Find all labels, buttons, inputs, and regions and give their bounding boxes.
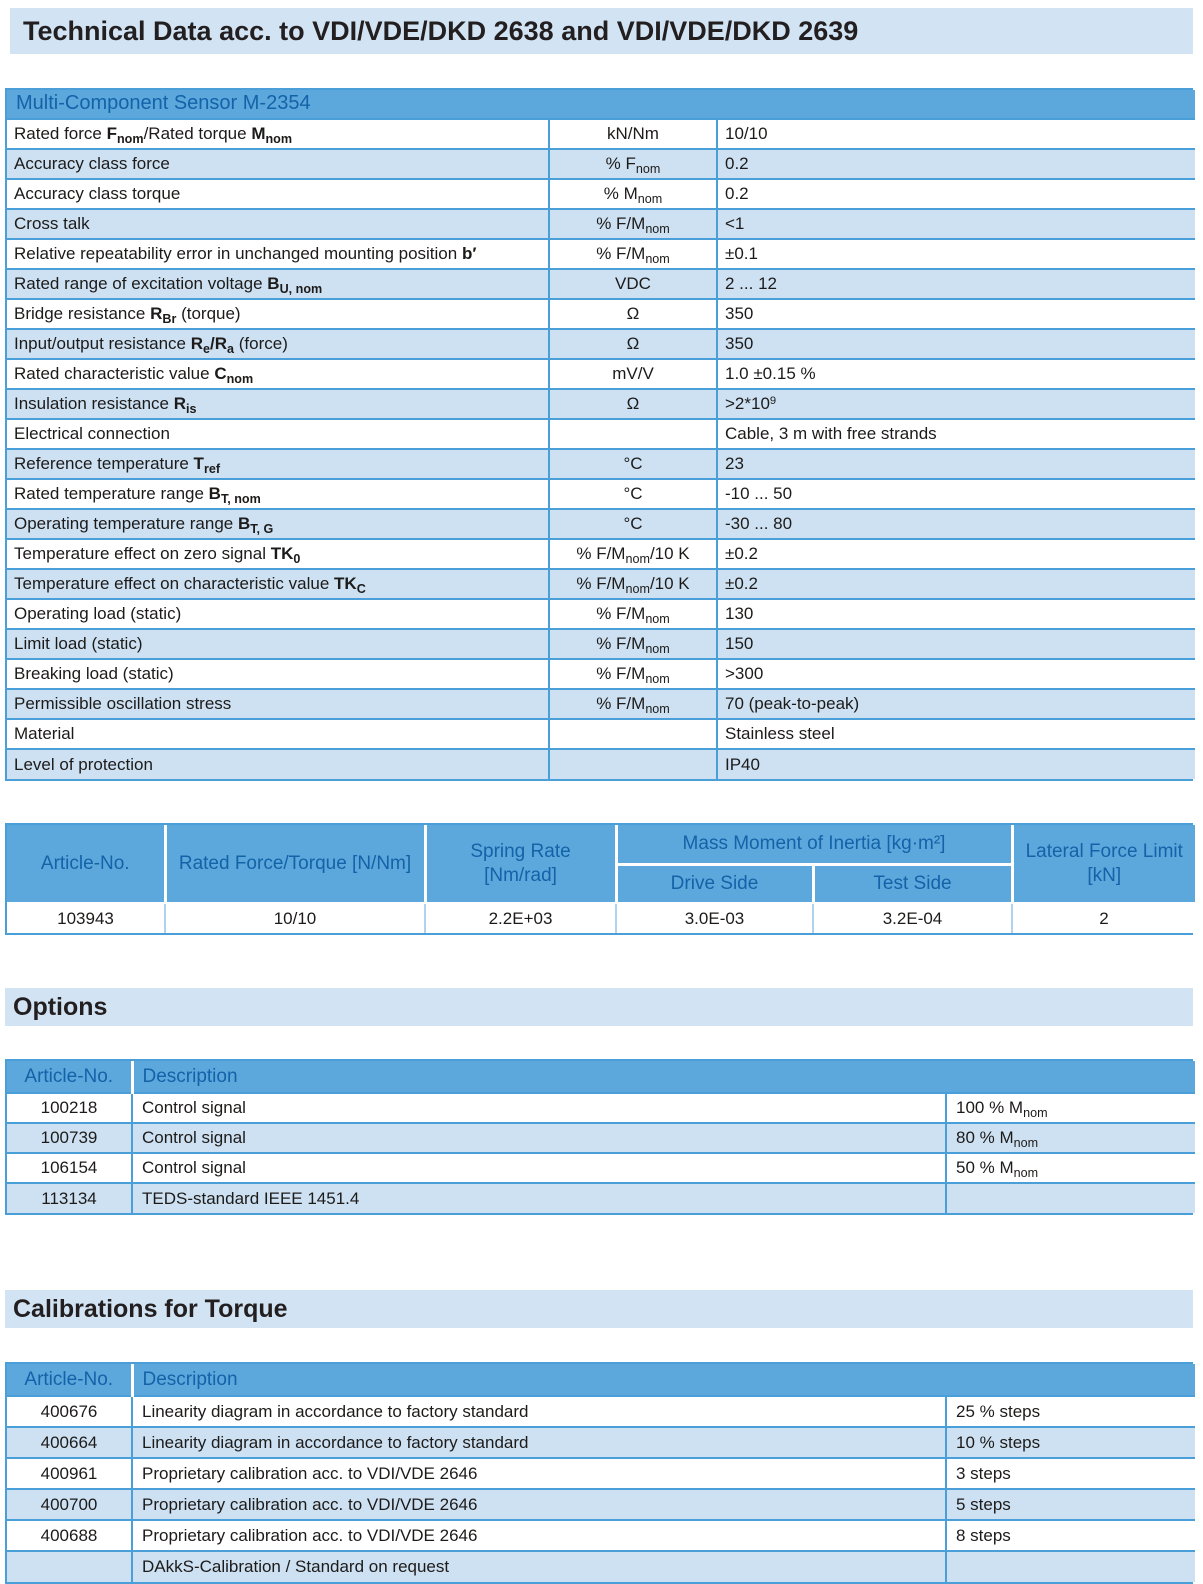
calibration-row-article-no: 400700 bbox=[7, 1489, 132, 1520]
spec-unit-cell: % $F/M_{nom}/10$ K bbox=[549, 539, 717, 569]
options-row-detail: 100 % $M_{nom}$ bbox=[946, 1093, 1195, 1123]
spec-param-cell: Reference temperature $T_{ref}$ bbox=[7, 449, 549, 479]
options-row-detail bbox=[946, 1183, 1195, 1213]
col-drive-side: Drive Side bbox=[616, 864, 813, 903]
spec-unit-cell bbox=[549, 749, 717, 779]
spec-value-cell: 130 bbox=[717, 599, 1195, 629]
spec-row bbox=[7, 419, 1195, 449]
options-col-description: Description bbox=[132, 1061, 1195, 1093]
article-table-head bbox=[7, 825, 1195, 903]
spec-unit-cell: % $M_{nom}$ bbox=[549, 179, 717, 209]
spec-value-cell: 0.2 bbox=[717, 179, 1195, 209]
spec-unit-cell: Ω bbox=[549, 329, 717, 359]
options-header-row bbox=[7, 1061, 1195, 1093]
calibration-row bbox=[7, 1427, 1195, 1458]
spec-param-cell: Temperature effect on characteristic value $TK_C$ bbox=[7, 569, 549, 599]
spec-value-cell: 10/10 bbox=[717, 119, 1195, 149]
col-mass-moment-group: Mass Moment of Inertia [kg·m²] bbox=[616, 825, 1012, 864]
spec-value-cell: $>2*10^9$ bbox=[717, 389, 1195, 419]
calibrations-table-body bbox=[7, 1396, 1195, 1582]
options-table-wrap bbox=[5, 1059, 1193, 1215]
calibrations-header-row bbox=[7, 1364, 1195, 1396]
spec-table-body bbox=[7, 119, 1195, 779]
spec-row bbox=[7, 629, 1195, 659]
calibration-row-description: Proprietary calibration acc. to VDI/VDE 2646 bbox=[132, 1489, 946, 1520]
calibrations-col-article-no: Article-No. bbox=[7, 1364, 132, 1396]
spec-param-cell: Operating temperature range $B_{T, G}$ bbox=[7, 509, 549, 539]
spec-unit-cell: Ω bbox=[549, 389, 717, 419]
spec-unit-cell bbox=[549, 419, 717, 449]
spec-param-cell: Insulation resistance $R_{is}$ bbox=[7, 389, 549, 419]
spec-unit-cell: °C bbox=[549, 479, 717, 509]
spec-param-cell: Breaking load (static) bbox=[7, 659, 549, 689]
spec-row bbox=[7, 359, 1195, 389]
spec-unit-cell: VDC bbox=[549, 269, 717, 299]
spec-table-wrap bbox=[5, 88, 1193, 781]
spec-value-cell: <1 bbox=[717, 209, 1195, 239]
spec-param-cell: Permissible oscillation stress bbox=[7, 689, 549, 719]
spec-value-cell: 70 (peak-to-peak) bbox=[717, 689, 1195, 719]
spec-row bbox=[7, 329, 1195, 359]
spec-unit-cell: % $F/M_{nom}$ bbox=[549, 599, 717, 629]
article-row bbox=[7, 903, 1195, 933]
calibration-row bbox=[7, 1520, 1195, 1551]
calibration-row-description: Linearity diagram in accordance to factory standard bbox=[132, 1396, 946, 1427]
article-header-row-1 bbox=[7, 825, 1195, 864]
spec-unit-cell: % $F_{nom}$ bbox=[549, 149, 717, 179]
spring-rate-cell: 2.2E+03 bbox=[425, 903, 616, 933]
spec-param-cell: Operating load (static) bbox=[7, 599, 549, 629]
options-heading: Options bbox=[13, 992, 108, 1021]
calibrations-heading-band bbox=[5, 1290, 1193, 1328]
spec-unit-cell: % $F/M_{nom}$ bbox=[549, 659, 717, 689]
options-row bbox=[7, 1123, 1195, 1153]
spec-value-cell: 150 bbox=[717, 629, 1195, 659]
col-rated-force-torque: Rated Force/Torque [N/Nm] bbox=[165, 825, 425, 903]
col-article-no: Article-No. bbox=[7, 825, 165, 903]
spec-row bbox=[7, 119, 1195, 149]
spec-table-head bbox=[7, 90, 1195, 119]
spec-value-cell: ±0.2 bbox=[717, 539, 1195, 569]
spec-param-cell: Material bbox=[7, 719, 549, 749]
page-title-band bbox=[10, 8, 1193, 54]
options-row-article-no: 113134 bbox=[7, 1183, 132, 1213]
spec-row bbox=[7, 719, 1195, 749]
calibrations-table-wrap bbox=[5, 1362, 1193, 1584]
options-row-article-no: 100739 bbox=[7, 1123, 132, 1153]
spec-unit-cell: mV/V bbox=[549, 359, 717, 389]
options-row-article-no: 106154 bbox=[7, 1153, 132, 1183]
spec-value-cell: -30 ... 80 bbox=[717, 509, 1195, 539]
spec-row bbox=[7, 179, 1195, 209]
spec-param-cell: Bridge resistance $R_{Br}$ (torque) bbox=[7, 299, 549, 329]
options-row-article-no: 100218 bbox=[7, 1093, 132, 1123]
calibration-row bbox=[7, 1489, 1195, 1520]
calibrations-table-head bbox=[7, 1364, 1195, 1396]
calibration-row-article-no: 400961 bbox=[7, 1458, 132, 1489]
calibration-row bbox=[7, 1551, 1195, 1582]
spec-row bbox=[7, 539, 1195, 569]
spec-table bbox=[7, 90, 1195, 779]
spec-row bbox=[7, 749, 1195, 779]
spec-row bbox=[7, 149, 1195, 179]
spec-unit-cell: % $F/M_{nom}$ bbox=[549, 689, 717, 719]
options-row bbox=[7, 1183, 1195, 1213]
spec-value-cell: >300 bbox=[717, 659, 1195, 689]
spec-unit-cell: °C bbox=[549, 509, 717, 539]
article-table bbox=[7, 825, 1195, 933]
lateral-limit-cell: 2 bbox=[1012, 903, 1195, 933]
rated-force-torque-cell: 10/10 bbox=[165, 903, 425, 933]
spec-value-cell: 0.2 bbox=[717, 149, 1195, 179]
spec-row bbox=[7, 599, 1195, 629]
spec-value-cell: 350 bbox=[717, 299, 1195, 329]
spec-table-title: Multi-Component Sensor M-2354 bbox=[7, 90, 1195, 119]
calibration-row-article-no: 400664 bbox=[7, 1427, 132, 1458]
spec-unit-cell: % $F/M_{nom}$ bbox=[549, 629, 717, 659]
article-table-body bbox=[7, 903, 1195, 933]
calibration-row bbox=[7, 1458, 1195, 1489]
spec-value-cell: Cable, 3 m with free strands bbox=[717, 419, 1195, 449]
options-row-description: Control signal bbox=[132, 1123, 946, 1153]
spec-param-cell: Rated characteristic value $C_{nom}$ bbox=[7, 359, 549, 389]
spec-row bbox=[7, 509, 1195, 539]
options-heading-band bbox=[5, 988, 1193, 1026]
spec-param-cell: Rated temperature range $B_{T, nom}$ bbox=[7, 479, 549, 509]
spec-row bbox=[7, 269, 1195, 299]
col-test-side: Test Side bbox=[813, 864, 1012, 903]
spec-value-cell: 23 bbox=[717, 449, 1195, 479]
calibration-row-description: Linearity diagram in accordance to factory standard bbox=[132, 1427, 946, 1458]
calibration-row-detail: 5 steps bbox=[946, 1489, 1195, 1520]
calibration-row-detail: 10 % steps bbox=[946, 1427, 1195, 1458]
col-spring-rate: Spring Rate [Nm/rad] bbox=[425, 825, 616, 903]
spec-param-cell: Input/output resistance $R_e/R_a$ (force) bbox=[7, 329, 549, 359]
calibration-row-detail: 8 steps bbox=[946, 1520, 1195, 1551]
options-row-description: Control signal bbox=[132, 1093, 946, 1123]
spec-param-cell: Cross talk bbox=[7, 209, 549, 239]
spec-row bbox=[7, 389, 1195, 419]
options-row bbox=[7, 1093, 1195, 1123]
spec-param-cell: Relative repeatability error in unchanged mounting position b′ bbox=[7, 239, 549, 269]
spec-unit-cell: % $F/M_{nom}$ bbox=[549, 239, 717, 269]
spec-unit-cell: % $F/M_{nom}$ bbox=[549, 209, 717, 239]
calibrations-table bbox=[7, 1364, 1195, 1582]
spec-unit-cell bbox=[549, 719, 717, 749]
calibration-row-detail: 25 % steps bbox=[946, 1396, 1195, 1427]
spec-unit-cell: % $F/M_{nom}/10$ K bbox=[549, 569, 717, 599]
spec-row bbox=[7, 299, 1195, 329]
calibrations-col-description: Description bbox=[132, 1364, 1195, 1396]
spec-value-cell: ±0.2 bbox=[717, 569, 1195, 599]
spec-row bbox=[7, 449, 1195, 479]
spec-title-row bbox=[7, 90, 1195, 119]
spec-row bbox=[7, 659, 1195, 689]
options-row-detail: 80 % $M_{nom}$ bbox=[946, 1123, 1195, 1153]
calibration-row-detail: 3 steps bbox=[946, 1458, 1195, 1489]
options-table-body bbox=[7, 1093, 1195, 1213]
spec-param-cell: Rated range of excitation voltage $B_{U, nom}$ bbox=[7, 269, 549, 299]
options-row-description: Control signal bbox=[132, 1153, 946, 1183]
spec-param-cell: Temperature effect on zero signal $TK_0$ bbox=[7, 539, 549, 569]
options-table-head bbox=[7, 1061, 1195, 1093]
calibration-row-detail bbox=[946, 1551, 1195, 1582]
calibration-row-description: DAkkS-Calibration / Standard on request bbox=[132, 1551, 946, 1582]
spec-value-cell: -10 ... 50 bbox=[717, 479, 1195, 509]
options-table bbox=[7, 1061, 1195, 1213]
spec-value-cell: 2 ... 12 bbox=[717, 269, 1195, 299]
spec-param-cell: Accuracy class force bbox=[7, 149, 549, 179]
calibration-row-description: Proprietary calibration acc. to VDI/VDE 2646 bbox=[132, 1520, 946, 1551]
spec-value-cell: ±0.1 bbox=[717, 239, 1195, 269]
options-row-detail: 50 % $M_{nom}$ bbox=[946, 1153, 1195, 1183]
spec-row bbox=[7, 239, 1195, 269]
spec-value-cell: Stainless steel bbox=[717, 719, 1195, 749]
options-row-description: TEDS-standard IEEE 1451.4 bbox=[132, 1183, 946, 1213]
inertia-drive-cell: 3.0E-03 bbox=[616, 903, 813, 933]
spec-value-cell: IP40 bbox=[717, 749, 1195, 779]
inertia-test-cell: 3.2E-04 bbox=[813, 903, 1012, 933]
spec-row bbox=[7, 209, 1195, 239]
spec-param-cell: Limit load (static) bbox=[7, 629, 549, 659]
calibration-row-article-no: 400676 bbox=[7, 1396, 132, 1427]
spec-row bbox=[7, 479, 1195, 509]
options-row bbox=[7, 1153, 1195, 1183]
col-lateral-force-limit: Lateral Force Limit [kN] bbox=[1012, 825, 1195, 903]
spec-unit-cell: Ω bbox=[549, 299, 717, 329]
calibration-row-description: Proprietary calibration acc. to VDI/VDE 2646 bbox=[132, 1458, 946, 1489]
spec-row bbox=[7, 569, 1195, 599]
article-table-wrap bbox=[5, 823, 1193, 935]
spec-value-cell: 1.0 ±0.15 % bbox=[717, 359, 1195, 389]
options-col-article-no: Article-No. bbox=[7, 1061, 132, 1093]
spec-param-cell: Electrical connection bbox=[7, 419, 549, 449]
calibration-row bbox=[7, 1396, 1195, 1427]
spec-value-cell: 350 bbox=[717, 329, 1195, 359]
spec-param-cell: Accuracy class torque bbox=[7, 179, 549, 209]
page-title: Technical Data acc. to VDI/VDE/DKD 2638 and VDI/VDE/DKD 2639 bbox=[23, 15, 859, 46]
calibration-row-article-no bbox=[7, 1551, 132, 1582]
spec-unit-cell: °C bbox=[549, 449, 717, 479]
article-no-cell: 103943 bbox=[7, 903, 165, 933]
spec-unit-cell: kN/Nm bbox=[549, 119, 717, 149]
calibrations-heading: Calibrations for Torque bbox=[13, 1294, 288, 1323]
spec-param-cell: Level of protection bbox=[7, 749, 549, 779]
calibration-row-article-no: 400688 bbox=[7, 1520, 132, 1551]
spec-param-cell: Rated force $F_{nom}$/Rated torque $M_{nom}$ bbox=[7, 119, 549, 149]
spec-row bbox=[7, 689, 1195, 719]
